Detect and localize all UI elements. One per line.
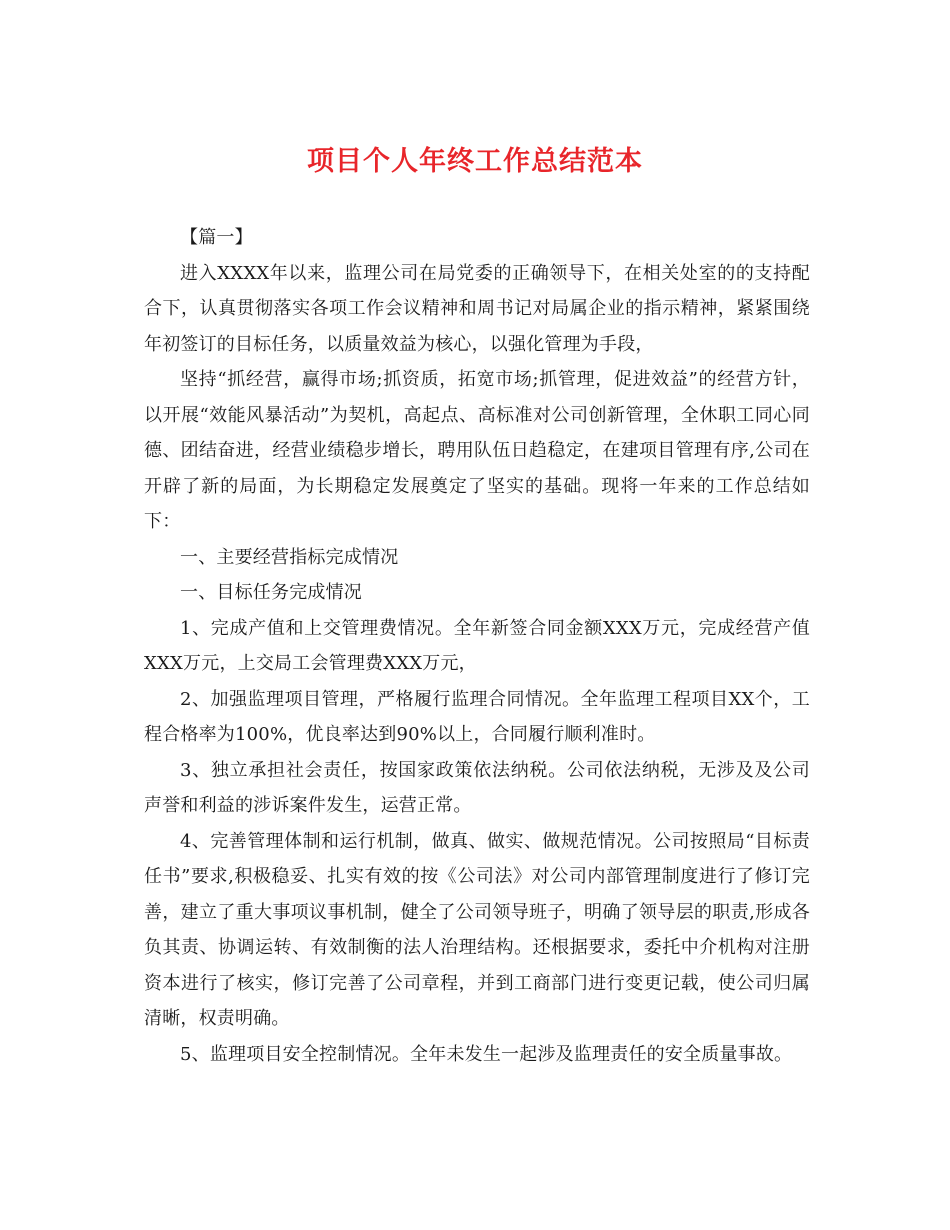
paragraph: 5、监理项目安全控制情况。全年未发生一起涉及监理责任的安全质量事故。 xyxy=(180,1043,793,1065)
section-heading: 【篇一】 xyxy=(180,227,253,248)
subheading: 一、主要经营指标完成情况 xyxy=(180,546,399,568)
subheading: 一、目标任务完成情况 xyxy=(180,582,362,603)
paragraph: 4、完善管理体制和运行机制，做真、做实、做规范情况。公司按照局“目标责任书”要求,积极稳妥、扎实有效的按《公司法》对公司内部管理制度进行了修订完善，建立了重大事项议事机制，健全了公司领导班子，明确了领导层的职责,形成各负其责、协调运转、有效制衡的法人治理结构。还根据要求，委托中介机构对注册资本进行了核实，修订完善了公司章程，并到工商部门进行变更记载，使公司归属清晰，权责明确。 xyxy=(144,830,810,1029)
document-title: 项目个人年终工作总结范本 xyxy=(307,146,643,177)
paragraph: 进入XXXX年以来，监理公司在局党委的正确领导下，在相关处室的的支持配合下，认真贯彻落实各项工作会议精神和周书记对局属企业的指示精神，紧紧围绕年初签订的目标任务，以质量效益为核心，以强化管理为手段， xyxy=(144,262,810,355)
paragraph: 3、独立承担社会责任，按国家政策依法纳税。公司依法纳税，无涉及及公司声誉和利益的涉诉案件发生，运营正常。 xyxy=(144,759,810,816)
paragraph: 2、加强监理项目管理，严格履行监理合同情况。全年监理工程项目XX个，工程合格率为100%，优良率达到90%以上，合同履行顺利准时。 xyxy=(144,688,810,745)
document-body xyxy=(144,220,810,1072)
paragraph: 1、完成产值和上交管理费情况。全年新签合同金额XXX万元，完成经营产值XXX万元，上交局工会管理费XXX万元， xyxy=(144,617,810,674)
paragraph: 坚持“抓经营，赢得市场;抓资质，拓宽市场;抓管理，促进效益”的经营方针，以开展“效能风暴活动”为契机，高起点、高标准对公司创新管理，全休职工同心同德、团结奋进，经营业绩稳步增长，聘用队伍日趋稳定，在建项目管理有序,公司在开辟了新的局面，为长期稳定发展奠定了坚实的基础。现将一年来的工作总结如下： xyxy=(144,369,810,532)
